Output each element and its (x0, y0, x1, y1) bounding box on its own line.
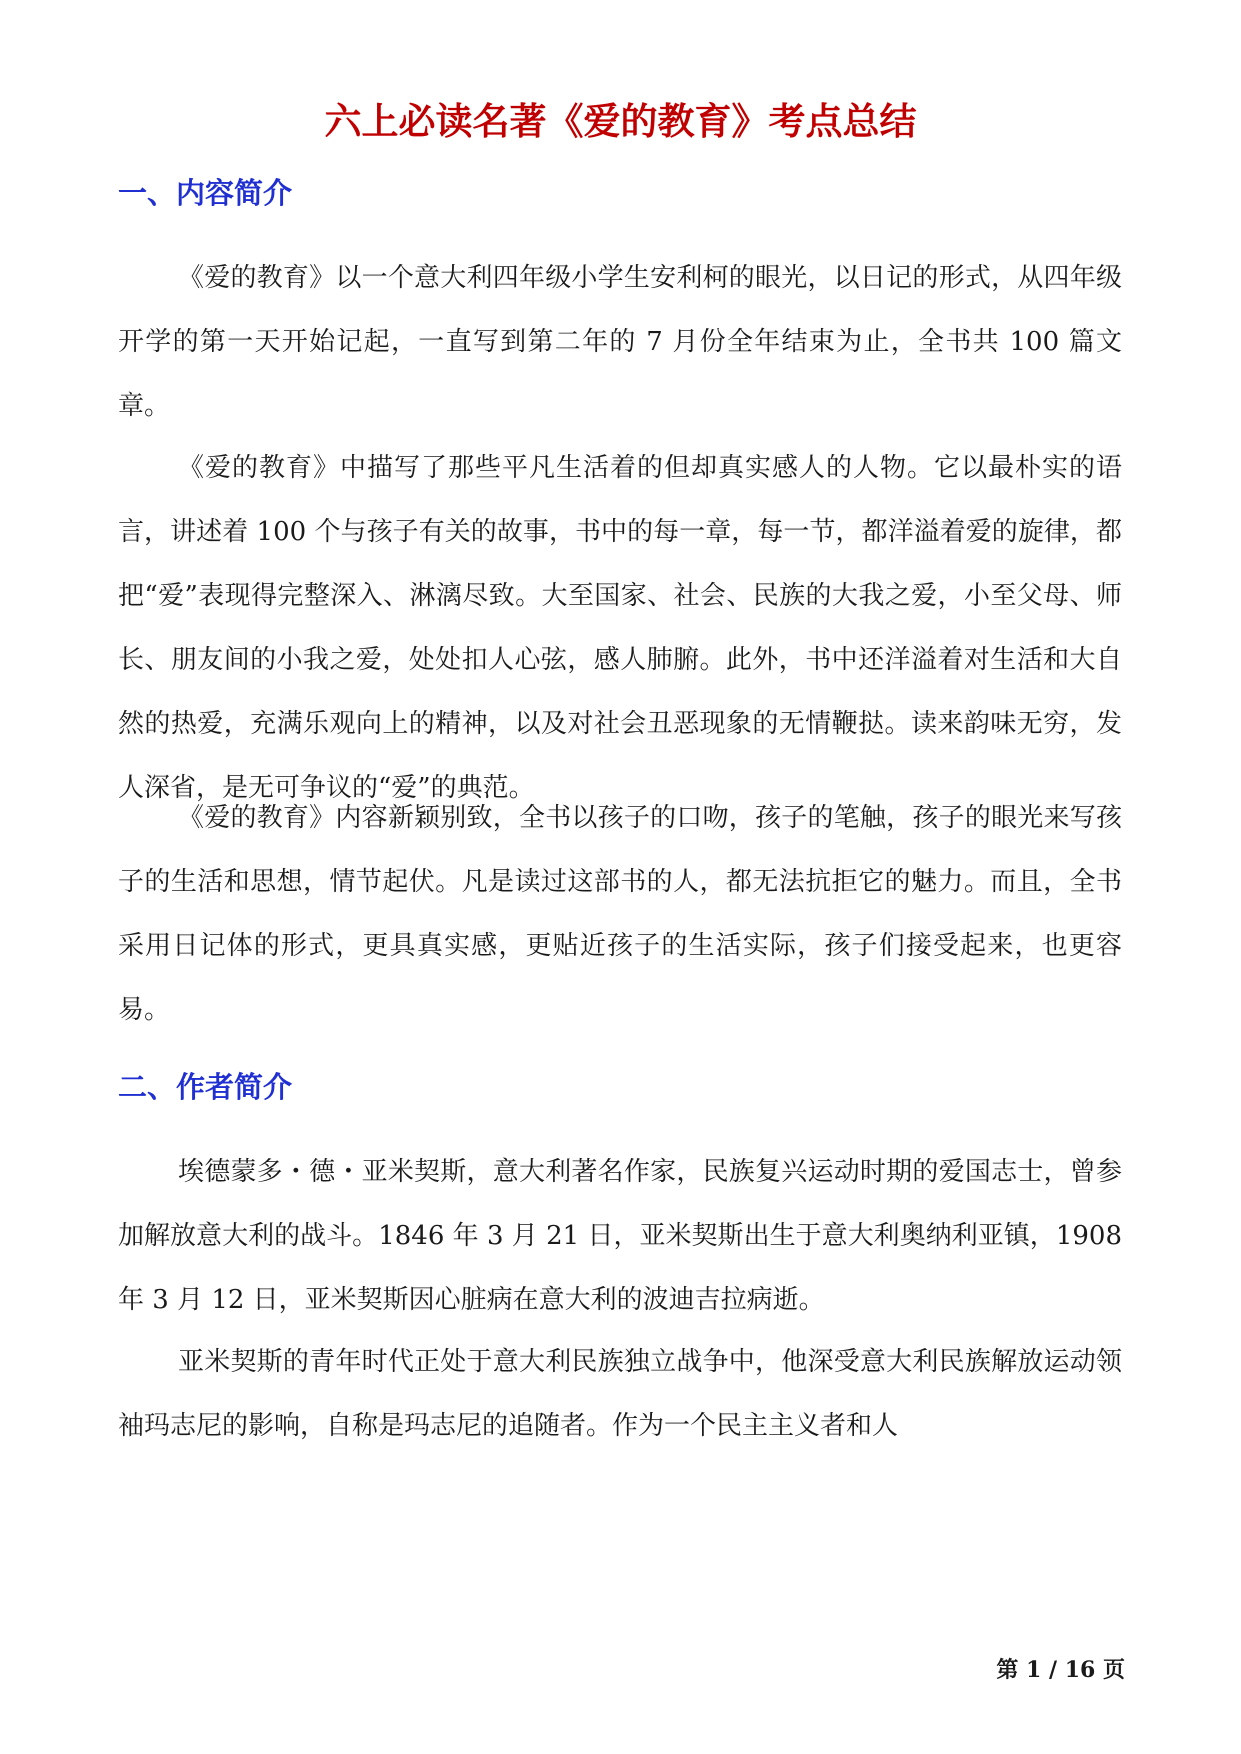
section-heading-author-intro: 二、作者简介 (118, 1070, 293, 1104)
paragraph: 亚米契斯的青年时代正处于意大利民族独立战争中，他深受意大利民族解放运动领袖玛志尼的影响，自称是玛志尼的追随者。作为一个民主主义者和人 (118, 1347, 1122, 1441)
paragraph: 埃德蒙多・德・亚米契斯，意大利著名作家，民族复兴运动时期的爱国志士，曾参加解放意大利的战斗。1846 年 3 月 21 日，亚米契斯出生于意大利奥纳利亚镇，1908 年 3 月 12 日，亚米契斯因心脏病在意大利的波迪吉拉病逝。 (118, 1157, 1122, 1315)
section-heading-content-intro: 一、内容简介 (118, 176, 293, 210)
document-title: 六上必读名著《爱的教育》考点总结 (324, 100, 917, 143)
page-number: 第 1 / 16 页 (996, 1657, 1125, 1683)
paragraph: 《爱的教育》以一个意大利四年级小学生安利柯的眼光，以日记的形式，从四年级开学的第一天开始记起，一直写到第二年的 7 月份全年结束为止，全书共 100 篇文章。 (118, 263, 1122, 421)
paragraph: 《爱的教育》中描写了那些平凡生活着的但却真实感人的人物。它以最朴实的语言，讲述着 100 个与孩子有关的故事，书中的每一章，每一节，都洋溢着爱的旋律，都把“爱”表现得完整深入、淋漓尽致。大至国家、社会、民族的大我之爱，小至父母、师长、朋友间的小我之爱，处处扣人心弦，感人肺腑。此外，书中还洋溢着对生活和大自然的热爱，充满乐观向上的精神，以及对社会丑恶现象的无情鞭挞。读来韵味无穷，发人深省，是无可争议的“爱”的典范。 (118, 453, 1122, 803)
paragraph: 《爱的教育》内容新颖别致，全书以孩子的口吻，孩子的笔触，孩子的眼光来写孩子的生活和思想，情节起伏。凡是读过这部书的人，都无法抗拒它的魅力。而且，全书采用日记体的形式，更具真实感，更贴近孩子的生活实际，孩子们接受起来，也更容易。 (118, 803, 1122, 1025)
